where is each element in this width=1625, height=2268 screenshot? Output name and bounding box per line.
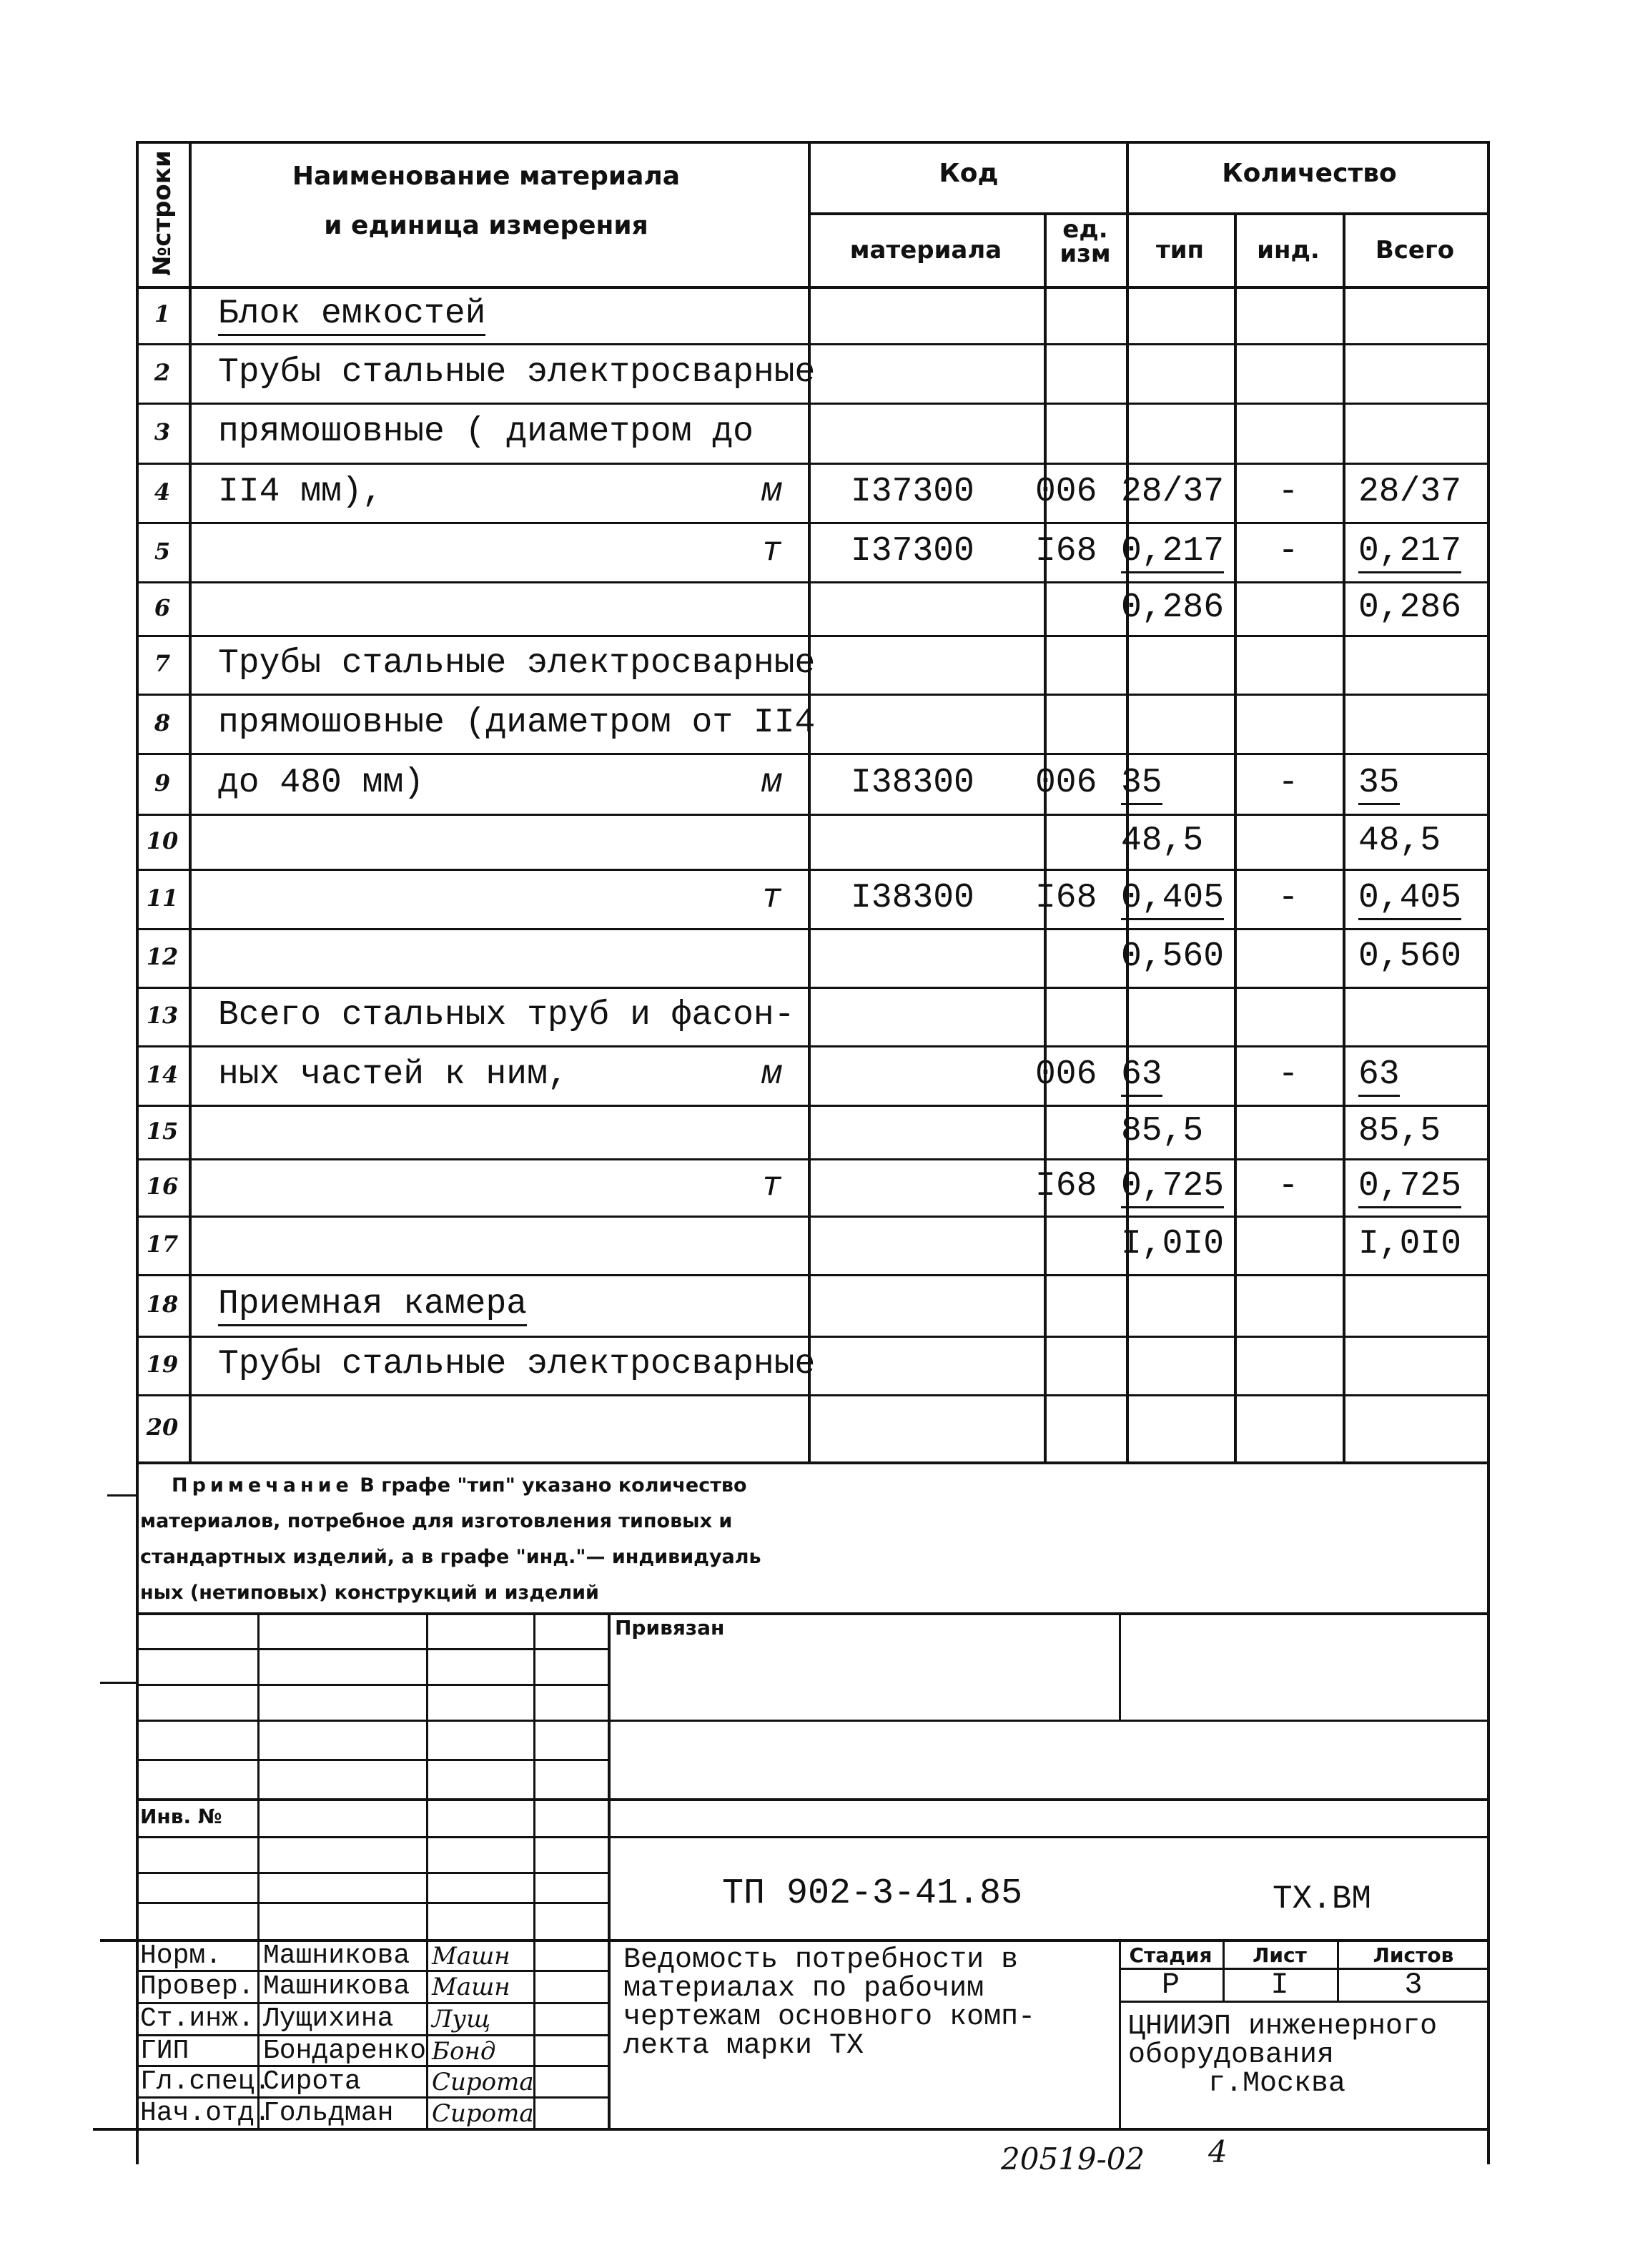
sheet-label: Лист	[1253, 1943, 1307, 1967]
unit-of-measure: т	[761, 1167, 782, 1206]
signatory-role: Гл.спец.	[140, 2066, 271, 2097]
org-line3: г.Москва	[1208, 2068, 1346, 2100]
signature: Сирота	[432, 2068, 534, 2096]
tb-line-inv-top	[136, 1798, 1490, 1801]
signatory-name: Гольдман	[263, 2098, 394, 2129]
tb-line-inv-bottom	[136, 1836, 1490, 1838]
row-number: 11	[146, 884, 179, 912]
qty-typ: 35	[1121, 764, 1162, 802]
qty-ind: -	[1278, 1055, 1299, 1094]
tb-line-privyazan-top	[136, 1612, 1490, 1615]
row-separator	[136, 522, 1490, 524]
col-divider-code	[1044, 212, 1047, 1461]
qty-ind: -	[1278, 1167, 1299, 1206]
qty-typ: 0,725	[1121, 1167, 1225, 1206]
qty-typ: 63	[1121, 1055, 1162, 1094]
header-sub-divider	[808, 212, 1490, 215]
qty-typ: I,0I0	[1121, 1225, 1225, 1263]
material-code: I38300	[851, 879, 974, 917]
col-divider-typ	[1234, 212, 1237, 1461]
row-separator	[136, 463, 1490, 465]
note-label: Примечание	[172, 1474, 353, 1497]
col-divider-no	[189, 141, 192, 1461]
qty-total: 0,217	[1358, 532, 1462, 571]
table-top-border	[136, 141, 1490, 144]
title-line4: лекта марки ТХ	[623, 2030, 864, 2062]
row-separator	[136, 581, 1490, 583]
row-separator	[136, 1158, 1490, 1160]
qty-total: 63	[1358, 1055, 1400, 1094]
row-separator	[136, 869, 1490, 871]
qty-typ: 85,5	[1121, 1112, 1204, 1150]
row-separator	[136, 1274, 1490, 1276]
signatory-role: Ст.инж.	[140, 2003, 255, 2034]
signature: Бонд	[432, 2037, 496, 2066]
qty-total: 48,5	[1358, 822, 1441, 860]
row-separator	[136, 1394, 1490, 1396]
row-number: 6	[154, 594, 171, 621]
row-number: 10	[146, 827, 179, 854]
tb-line	[136, 1902, 608, 1904]
row-separator	[136, 1336, 1490, 1338]
qty-typ: 0,217	[1121, 532, 1225, 571]
stage-label: Стадия	[1129, 1943, 1212, 1967]
material-code: I38300	[851, 764, 974, 802]
signatory-name: Машникова	[263, 1941, 410, 1971]
row-number: 3	[154, 418, 171, 445]
qty-total-header: Всего	[1375, 236, 1455, 265]
qty-typ: 0,560	[1121, 937, 1225, 976]
row-separator	[136, 814, 1490, 816]
signature: Сирота	[432, 2099, 534, 2128]
signature: Машн	[432, 1973, 510, 2001]
qty-ind: -	[1278, 879, 1299, 917]
tb-col-privyazan-right	[1119, 1612, 1121, 1720]
row-number: 7	[154, 650, 171, 677]
qty-total: 0,286	[1358, 588, 1462, 627]
tb-line	[136, 1759, 608, 1761]
tb-col-main	[608, 1612, 611, 2128]
code-unit-header: ед. изм	[1060, 215, 1111, 268]
unit-of-measure: м	[761, 473, 782, 511]
material-name: Трубы стальные электросварные	[218, 644, 816, 683]
qty-ind: -	[1278, 532, 1299, 571]
code-header: Код	[939, 159, 999, 188]
material-name: ных частей к ним,	[218, 1055, 568, 1094]
material-name: до 480 мм)	[218, 764, 425, 802]
note-line1	[172, 1474, 747, 1497]
row-separator	[136, 403, 1490, 405]
row-separator	[136, 635, 1490, 637]
unit-code: I68	[1035, 879, 1097, 917]
note-line3: стандартных изделий, а в графе "инд."— индивидуаль	[140, 1546, 761, 1568]
code-material-header: материала	[849, 236, 1002, 265]
row-number: 15	[146, 1118, 179, 1145]
sheets-label: Листов	[1373, 1943, 1454, 1967]
row-separator	[136, 928, 1490, 930]
org-line2: оборудования	[1128, 2039, 1335, 2071]
unit-of-measure: м	[761, 1055, 782, 1094]
unit-code: I68	[1035, 532, 1097, 571]
tb-col-name	[257, 1612, 260, 2128]
qty-total: 0,405	[1358, 879, 1462, 917]
page-number: 4	[1208, 2134, 1228, 2169]
row-separator	[136, 753, 1490, 755]
signatory-name: Лущихина	[263, 2003, 394, 2034]
material-name: Трубы стальные электросварные	[218, 353, 816, 392]
tb-col-date	[533, 1612, 535, 2128]
unit-of-measure: т	[761, 532, 782, 571]
tb-line	[136, 1720, 1490, 1722]
row-number: 18	[146, 1291, 179, 1318]
row-number: 14	[146, 1061, 179, 1088]
signatory-role: Норм.	[140, 1941, 222, 1971]
qty-total: 0,560	[1358, 937, 1462, 976]
margin-mark	[107, 1494, 136, 1497]
col-divider-name	[808, 141, 811, 1461]
note-text1: В графе "тип" указано количество	[360, 1474, 747, 1497]
sheet-value: I	[1270, 1968, 1289, 2002]
row-number: 2	[154, 359, 171, 386]
row-number: 4	[154, 478, 171, 506]
tb-line	[136, 1872, 608, 1874]
right-border	[1487, 141, 1490, 2164]
title-line2: материалах по рабочим	[623, 1973, 984, 2005]
title-line3: чертежам основного комп-	[623, 2001, 1036, 2033]
qty-ind: -	[1278, 473, 1299, 511]
note-line4: ных (нетиповых) конструкций и изделий	[140, 1582, 599, 1604]
org-line1: ЦНИИЭП инженерного	[1128, 2011, 1438, 2043]
qty-typ: 0,405	[1121, 879, 1225, 917]
signature: Лущ	[432, 2005, 491, 2033]
signature: Машн	[432, 1942, 510, 1971]
qty-typ-header: тип	[1155, 236, 1205, 265]
qty-total: 0,725	[1358, 1167, 1462, 1206]
qty-ind-header: инд.	[1257, 236, 1320, 265]
row-separator	[136, 343, 1490, 345]
qty-typ: 28/37	[1121, 473, 1225, 511]
qty-typ: 48,5	[1121, 822, 1204, 860]
row-number: 16	[146, 1173, 179, 1200]
tb-col-sign	[426, 1612, 428, 2128]
row-number: 9	[154, 769, 171, 797]
material-code: I37300	[851, 473, 974, 511]
signatory-role: Нач.отд.	[140, 2098, 271, 2129]
qty-total: I,0I0	[1358, 1225, 1462, 1263]
col-divider-ind	[1343, 212, 1345, 1461]
name-header-line1: Наименование материала	[292, 162, 681, 191]
unit-of-measure: т	[761, 879, 782, 917]
row-number: 12	[146, 943, 179, 970]
row-number: 20	[146, 1414, 179, 1441]
note-line2: материалов, потребное для изготовления типовых и	[140, 1510, 733, 1532]
header-bottom-border	[136, 286, 1490, 289]
sheets-value: 3	[1404, 1968, 1423, 2002]
tb-line	[136, 1684, 608, 1686]
qty-total: 28/37	[1358, 473, 1462, 511]
material-name: прямошовные (диаметром от II4	[218, 704, 816, 742]
row-number: 8	[154, 709, 171, 736]
row-number: 19	[146, 1351, 179, 1378]
material-name: Блок емкостей	[218, 295, 486, 333]
row-number: 13	[146, 1002, 179, 1029]
signatory-role: ГИП	[140, 2036, 189, 2066]
name-header-line2: и единица измерения	[324, 211, 648, 240]
title-line1: Ведомость потребности в	[623, 1944, 1019, 1976]
material-name: Всего стальных труб и фасон-	[218, 996, 795, 1035]
doc-number: ТП 902-3-41.85	[722, 1873, 1023, 1914]
material-name: Трубы стальные электросварные	[218, 1345, 816, 1384]
qty-total: 35	[1358, 764, 1400, 802]
row-number: 17	[146, 1231, 179, 1258]
row-number-header-cell	[136, 141, 189, 286]
signatory-role: Провер.	[140, 1971, 255, 2002]
material-name: II4 мм),	[218, 473, 383, 511]
privyazan-label: Привязан	[615, 1616, 725, 1640]
row-number-header: №строки	[148, 150, 177, 276]
doc-mark: ТХ.ВМ	[1273, 1880, 1372, 1918]
material-name: Приемная камера	[218, 1285, 528, 1323]
qty-total: 85,5	[1358, 1112, 1441, 1150]
row-separator	[136, 1045, 1490, 1047]
row-separator	[136, 1105, 1490, 1107]
unit-code: I68	[1035, 1167, 1097, 1206]
unit-code: 006	[1035, 764, 1097, 802]
row-separator	[136, 1216, 1490, 1218]
unit-code: 006	[1035, 473, 1097, 511]
stage-value: Р	[1161, 1968, 1180, 2002]
row-number: 5	[154, 538, 171, 565]
row-separator	[136, 987, 1490, 989]
signatory-name: Машникова	[263, 1971, 410, 2002]
signatory-name: Сирота	[263, 2066, 361, 2097]
material-name: прямошовные ( диаметром до	[218, 413, 754, 451]
row-separator	[136, 694, 1490, 696]
qty-typ: 0,286	[1121, 588, 1225, 627]
margin-mark	[100, 1682, 136, 1684]
table-bottom-border	[136, 1461, 1490, 1464]
row-number: 1	[154, 300, 171, 327]
inv-number-label: Инв. №	[140, 1805, 222, 1828]
unit-code: 006	[1035, 1055, 1097, 1094]
quantity-header: Количество	[1222, 159, 1397, 188]
archive-number: 20519-02	[1001, 2141, 1145, 2176]
qty-ind: -	[1278, 764, 1299, 802]
signatory-name: Бондаренко	[263, 2036, 427, 2066]
material-code: I37300	[851, 532, 974, 571]
tb-line	[136, 1648, 608, 1650]
unit-of-measure: м	[761, 764, 782, 802]
